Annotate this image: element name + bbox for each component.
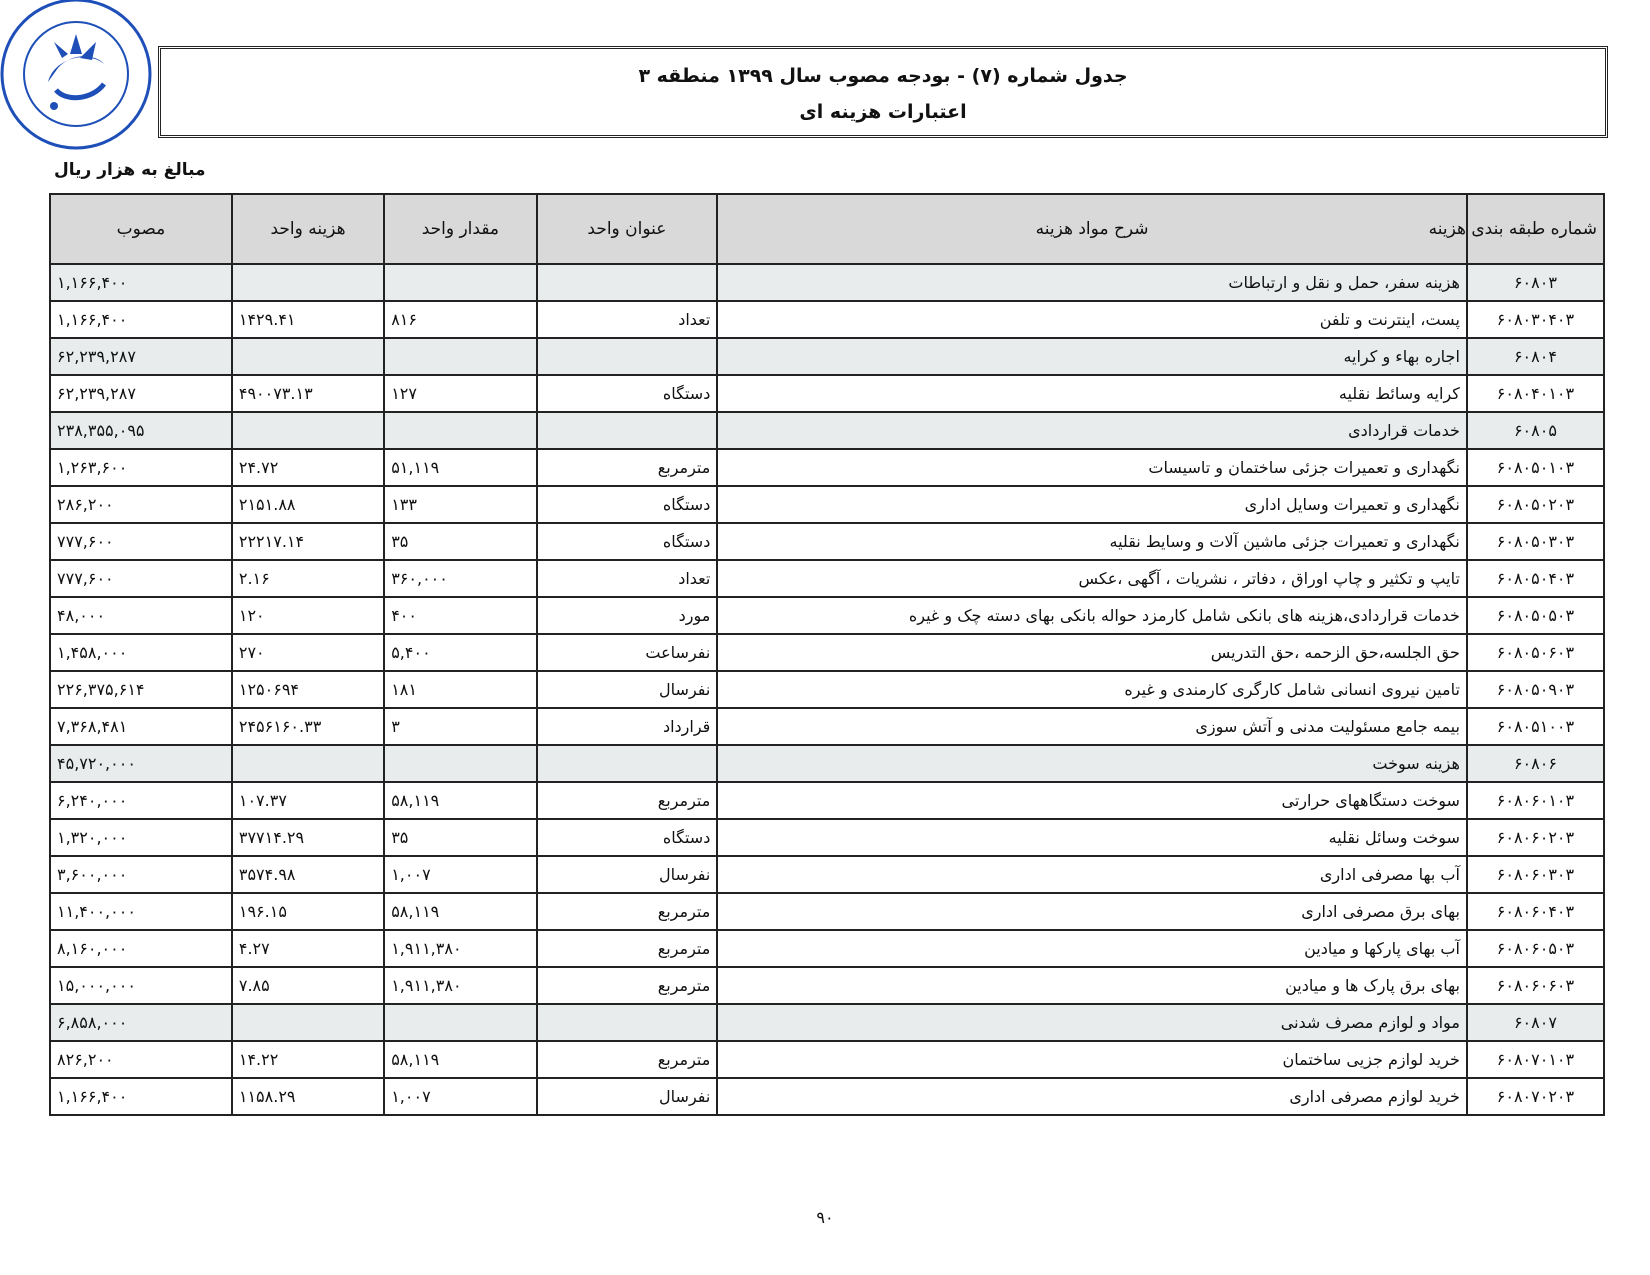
cell-code: ۶۰۸۰۷ [1467, 1004, 1604, 1041]
council-seal [0, 0, 156, 154]
cell-approved: ۸۲۶,۲۰۰ [50, 1041, 232, 1078]
cell-code: ۶۰۸۰۵۱۰۰۳ [1467, 708, 1604, 745]
table-row [50, 1041, 1604, 1078]
cell-unit-title: قرارداد [537, 708, 718, 745]
cell-description: بیمه جامع مسئولیت مدنی و آتش سوزی [717, 708, 1467, 745]
header-unit-cost: هزینه واحد [232, 194, 384, 264]
cell-code: ۶۰۸۰۷۰۲۰۳ [1467, 1078, 1604, 1115]
cell-description: خدمات قراردادی،هزینه های بانکی شامل کارمزد حواله بانکی بهای دسته چک و غیره [717, 597, 1467, 634]
cell-code: ۶۰۸۰۳۰۴۰۳ [1467, 301, 1604, 338]
cell-unit-title [537, 264, 718, 301]
cell-description: اجاره بهاء و کرایه [717, 338, 1467, 375]
cell-code: ۶۰۸۰۶۰۵۰۳ [1467, 930, 1604, 967]
table-row [50, 597, 1604, 634]
cell-unit-cost: ۲۷۰ [232, 634, 384, 671]
cell-unit-title: مترمربع [537, 967, 718, 1004]
cell-description: بهای برق پارک ها و میادین [717, 967, 1467, 1004]
cell-unit-quantity: ۳۵ [384, 523, 536, 560]
cell-unit-title: تعداد [537, 560, 718, 597]
header-approved: مصوب [50, 194, 232, 264]
cell-unit-cost: ۱۲۵۰۶۹۴ [232, 671, 384, 708]
cell-unit-quantity: ۴۰۰ [384, 597, 536, 634]
cell-unit-quantity: ۳۵ [384, 819, 536, 856]
header-unit-title: عنوان واحد [537, 194, 718, 264]
cell-unit-quantity: ۵,۴۰۰ [384, 634, 536, 671]
cell-unit-title: مترمربع [537, 1041, 718, 1078]
table-row [50, 708, 1604, 745]
cell-unit-quantity: ۵۸,۱۱۹ [384, 782, 536, 819]
cell-unit-title: مورد [537, 597, 718, 634]
cell-unit-quantity: ۳ [384, 708, 536, 745]
cell-unit-title: نفرسال [537, 671, 718, 708]
cell-unit-title: نفرسال [537, 856, 718, 893]
cell-unit-quantity [384, 412, 536, 449]
cell-unit-title: دستگاه [537, 523, 718, 560]
cell-unit-title: مترمربع [537, 782, 718, 819]
cell-code: ۶۰۸۰۵۰۹۰۳ [1467, 671, 1604, 708]
cell-unit-cost: ۴۹۰۰۷۳.۱۳ [232, 375, 384, 412]
cell-code: ۶۰۸۰۶ [1467, 745, 1604, 782]
cell-approved: ۷,۳۶۸,۴۸۱ [50, 708, 232, 745]
cell-unit-quantity: ۱۲۷ [384, 375, 536, 412]
cell-unit-title: دستگاه [537, 819, 718, 856]
table-row [50, 782, 1604, 819]
units-note: مبالغ به هزار ریال [54, 160, 206, 180]
budget-table [49, 193, 1605, 1116]
page-number: ۹۰ [816, 1208, 834, 1227]
cell-approved: ۱۱,۴۰۰,۰۰۰ [50, 893, 232, 930]
cell-unit-cost: ۱۲۰ [232, 597, 384, 634]
cell-code: ۶۰۸۰۷۰۱۰۳ [1467, 1041, 1604, 1078]
cell-unit-title [537, 745, 718, 782]
cell-unit-title [537, 412, 718, 449]
cell-description: تایپ و تکثیر و چاپ اوراق ، دفاتر ، نشریات ، آگهی ،عکس [717, 560, 1467, 597]
cell-unit-title: تعداد [537, 301, 718, 338]
table-row [50, 930, 1604, 967]
title-box [158, 46, 1608, 138]
table-row [50, 449, 1604, 486]
cell-description: تامین نیروی انسانی شامل کارگری کارمندی و غیره [717, 671, 1467, 708]
cell-unit-title: دستگاه [537, 375, 718, 412]
table-row [50, 301, 1604, 338]
cell-unit-cost: ۲۱۵۱.۸۸ [232, 486, 384, 523]
table-row [50, 967, 1604, 1004]
cell-description: هزینه سفر، حمل و نقل و ارتباطات [717, 264, 1467, 301]
cell-approved: ۱,۱۶۶,۴۰۰ [50, 1078, 232, 1115]
table-row [50, 486, 1604, 523]
cell-approved: ۱,۴۵۸,۰۰۰ [50, 634, 232, 671]
cell-code: ۶۰۸۰۵۰۳۰۳ [1467, 523, 1604, 560]
cell-unit-title [537, 1004, 718, 1041]
table-row [50, 634, 1604, 671]
cell-description: نگهداری و تعمیرات جزئی ساختمان و تاسیسات [717, 449, 1467, 486]
cell-code: ۶۰۸۰۶۰۴۰۳ [1467, 893, 1604, 930]
cell-approved: ۷۷۷,۶۰۰ [50, 523, 232, 560]
cell-description: خرید لوازم مصرفی اداری [717, 1078, 1467, 1115]
cell-unit-quantity: ۵۸,۱۱۹ [384, 1041, 536, 1078]
table-body [50, 264, 1604, 1115]
table-row [50, 671, 1604, 708]
cell-unit-quantity: ۱,۰۰۷ [384, 1078, 536, 1115]
cell-code: ۶۰۸۰۵ [1467, 412, 1604, 449]
cell-unit-title: نفرساعت [537, 634, 718, 671]
cell-approved: ۱,۲۶۳,۶۰۰ [50, 449, 232, 486]
cell-unit-title [537, 338, 718, 375]
cell-unit-quantity [384, 1004, 536, 1041]
cell-description: هزینه سوخت [717, 745, 1467, 782]
cell-unit-cost: ۱۹۶.۱۵ [232, 893, 384, 930]
cell-unit-cost: ۳۵۷۴.۹۸ [232, 856, 384, 893]
cell-code: ۶۰۸۰۶۰۶۰۳ [1467, 967, 1604, 1004]
cell-description: آب بهای پارکها و میادین [717, 930, 1467, 967]
cell-unit-quantity [384, 338, 536, 375]
table-title: جدول شماره (۷) - بودجه مصوب سال ۱۳۹۹ منطقه ۳ [638, 65, 1128, 87]
cell-description: خرید لوازم جزیی ساختمان [717, 1041, 1467, 1078]
cell-approved: ۱۵,۰۰۰,۰۰۰ [50, 967, 232, 1004]
cell-unit-cost: ۳۷۷۱۴.۲۹ [232, 819, 384, 856]
cell-unit-quantity: ۱,۰۰۷ [384, 856, 536, 893]
cell-code: ۶۰۸۰۶۰۳۰۳ [1467, 856, 1604, 893]
cell-unit-title: مترمربع [537, 449, 718, 486]
council-seal-graphic [0, 0, 156, 154]
cell-description: خدمات قراردادی [717, 412, 1467, 449]
cell-approved: ۳,۶۰۰,۰۰۰ [50, 856, 232, 893]
cell-unit-cost: ۱۴۲۹.۴۱ [232, 301, 384, 338]
cell-approved: ۴۸,۰۰۰ [50, 597, 232, 634]
cell-code: ۶۰۸۰۶۰۲۰۳ [1467, 819, 1604, 856]
cell-unit-cost: ۱۴.۲۲ [232, 1041, 384, 1078]
cell-unit-title: دستگاه [537, 486, 718, 523]
cell-unit-quantity [384, 264, 536, 301]
table-group-row [50, 338, 1604, 375]
table-row [50, 893, 1604, 930]
cell-unit-cost: ۴.۲۷ [232, 930, 384, 967]
cell-description: سوخت وسائل نقلیه [717, 819, 1467, 856]
header-description: شرح مواد هزینه [717, 194, 1467, 264]
table-group-row [50, 745, 1604, 782]
cell-code: ۶۰۸۰۵۰۱۰۳ [1467, 449, 1604, 486]
cell-description: نگهداری و تعمیرات جزئی ماشین آلات و وسایط نقلیه [717, 523, 1467, 560]
cell-approved: ۶,۸۵۸,۰۰۰ [50, 1004, 232, 1041]
cell-code: ۶۰۸۰۵۰۲۰۳ [1467, 486, 1604, 523]
cell-unit-quantity: ۱۳۳ [384, 486, 536, 523]
cell-code: ۶۰۸۰۶۰۱۰۳ [1467, 782, 1604, 819]
cell-code: ۶۰۸۰۳ [1467, 264, 1604, 301]
cell-description: حق الجلسه،حق الزحمه ،حق التدریس [717, 634, 1467, 671]
cell-description: سوخت دستگاههای حرارتی [717, 782, 1467, 819]
cell-approved: ۲۸۶,۲۰۰ [50, 486, 232, 523]
cell-code: ۶۰۸۰۵۰۴۰۳ [1467, 560, 1604, 597]
cell-unit-quantity: ۵۱,۱۱۹ [384, 449, 536, 486]
cell-description: پست، اینترنت و تلفن [717, 301, 1467, 338]
cell-unit-cost [232, 338, 384, 375]
cell-approved: ۱,۳۲۰,۰۰۰ [50, 819, 232, 856]
cell-unit-title: مترمربع [537, 930, 718, 967]
cell-unit-cost: ۱۱۵۸.۲۹ [232, 1078, 384, 1115]
cell-description: نگهداری و تعمیرات وسایل اداری [717, 486, 1467, 523]
cell-unit-quantity [384, 745, 536, 782]
cell-unit-quantity: ۳۶۰,۰۰۰ [384, 560, 536, 597]
cell-approved: ۸,۱۶۰,۰۰۰ [50, 930, 232, 967]
table-row [50, 819, 1604, 856]
cell-unit-quantity: ۱,۹۱۱,۳۸۰ [384, 967, 536, 1004]
cell-unit-title: مترمربع [537, 893, 718, 930]
table-header-row [50, 194, 1604, 264]
cell-unit-cost [232, 1004, 384, 1041]
cell-unit-cost: ۱۰۷.۳۷ [232, 782, 384, 819]
cell-unit-cost: ۲۲۲۱۷.۱۴ [232, 523, 384, 560]
cell-unit-quantity: ۱,۹۱۱,۳۸۰ [384, 930, 536, 967]
cell-unit-quantity: ۱۸۱ [384, 671, 536, 708]
cell-approved: ۷۷۷,۶۰۰ [50, 560, 232, 597]
table-row [50, 560, 1604, 597]
cell-unit-cost: ۲۴۵۶۱۶۰.۳۳ [232, 708, 384, 745]
cell-code: ۶۰۸۰۴۰۱۰۳ [1467, 375, 1604, 412]
cell-unit-cost: ۲۴.۷۲ [232, 449, 384, 486]
cell-unit-cost: ۲.۱۶ [232, 560, 384, 597]
cell-approved: ۴۵,۷۲۰,۰۰۰ [50, 745, 232, 782]
cell-unit-quantity: ۵۸,۱۱۹ [384, 893, 536, 930]
cell-code: ۶۰۸۰۵۰۶۰۳ [1467, 634, 1604, 671]
table-row [50, 856, 1604, 893]
cell-approved: ۱,۱۶۶,۴۰۰ [50, 264, 232, 301]
table-subtitle: اعتبارات هزینه ای [799, 101, 967, 123]
cell-description: آب بها مصرفی اداری [717, 856, 1467, 893]
cell-unit-title: نفرسال [537, 1078, 718, 1115]
cell-description: کرایه وسائط نقلیه [717, 375, 1467, 412]
cell-code: ۶۰۸۰۴ [1467, 338, 1604, 375]
cell-unit-cost [232, 412, 384, 449]
cell-approved: ۶۲,۲۳۹,۲۸۷ [50, 375, 232, 412]
cell-approved: ۶,۲۴۰,۰۰۰ [50, 782, 232, 819]
table-row [50, 375, 1604, 412]
table-row [50, 523, 1604, 560]
cell-approved: ۲۲۶,۳۷۵,۶۱۴ [50, 671, 232, 708]
cell-unit-quantity: ۸۱۶ [384, 301, 536, 338]
cell-description: مواد و لوازم مصرف شدنی [717, 1004, 1467, 1041]
table-row [50, 1078, 1604, 1115]
table-group-row [50, 264, 1604, 301]
header-code: شماره طبقه بندی هزینه [1467, 194, 1604, 264]
cell-approved: ۲۳۸,۳۵۵,۰۹۵ [50, 412, 232, 449]
cell-unit-cost [232, 745, 384, 782]
cell-approved: ۱,۱۶۶,۴۰۰ [50, 301, 232, 338]
cell-description: بهای برق مصرفی اداری [717, 893, 1467, 930]
header-unit-quantity: مقدار واحد [384, 194, 536, 264]
cell-approved: ۶۲,۲۳۹,۲۸۷ [50, 338, 232, 375]
table-group-row [50, 1004, 1604, 1041]
cell-unit-cost: ۷.۸۵ [232, 967, 384, 1004]
table-group-row [50, 412, 1604, 449]
cell-unit-cost [232, 264, 384, 301]
cell-code: ۶۰۸۰۵۰۵۰۳ [1467, 597, 1604, 634]
